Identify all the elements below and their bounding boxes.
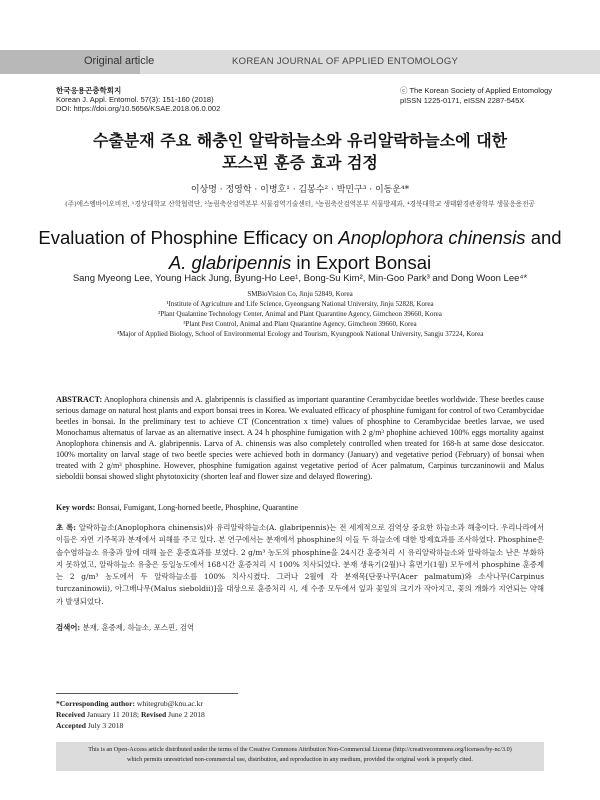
revised-date: June 2 2018 [166, 710, 205, 719]
english-title [0, 225, 600, 275]
journal-kor-name: 한국응용곤충학회지 [56, 86, 122, 95]
affiliation-1: ¹Institute of Agriculture and Life Science, Gyeongsang National University, Jinju 52828, Korea [166, 300, 434, 308]
korean-affiliations: (주)에스엠바이오비전, ¹경상대학교 산학협력단, ²농림축산검역본부 식물검역기술센터, ³농림축산검역본부 식물방제과, ⁴경북대학교 생태환경관광학부 생물응용전공 [65, 200, 535, 208]
received-label: Received [56, 710, 86, 719]
korean-title-line-1: 수출분재 주요 해충인 알락하늘소와 유리알락하늘소에 대한 [92, 131, 508, 150]
english-authors: Sang Myeong Lee, Young Hack Jung, Byung-Ho Lee¹, Bong-Su Kim², Min-Goo Park³ and Dong Woon Lee⁴* [72, 273, 528, 284]
affiliation-3: ³Plant Pest Control, Animal and Plant Quarantine Agency, Gimcheon 39660, Korea [183, 320, 417, 328]
korean-keywords-text: 분재, 훈증제, 하늘소, 포스핀, 검역 [80, 623, 195, 632]
accepted-label: Accepted [56, 721, 86, 730]
korean-authors: 이상명 · 정영학 · 이병호¹ · 김봉수² · 박민구³ · 이동운⁴* [190, 185, 410, 195]
english-title-part-e: in Export Bonsai [291, 252, 432, 273]
abstract-text: Anoplophora chinensis and A. glabripennis is classified as important quarantine Cerambycidae beetles worldwide. These beetles cause serious damage on natural host plants and export bonsai trees in Korea. We evaluated efficacy of phosphine fumigant for control of two Cerambycidae beetles in bonsai. In the preliminary test to achieve CT (Concentration x time) values of phosphine to Cerambycidae beetles larvae, we used Monochamus alternatus of larvae as an alternative insect. A 24 h phosphine fumigation with 2 g/m³ phophine achieved 100% eggs mortality against Anoplophora chinensis and A. glabripennis. Larva of A. chinensis was also completely controlled when treated for 168-h at same dose desiccator. 100% mortality on larval stage of two beetle species were achieved both in dormancy (January) and vegetative period (February) of bonsai when treated with 2 g/m³ phosphine. However, phosphine fumigation against vegetative period of Acer palmatum, Carpinus turczaninowii and Malus sieboldii bonsai showed slight phytotoxicity (shorten leaf and flower size and delayed flowering). [56, 395, 544, 481]
affiliation-4: ⁴Major of Applied Biology, School of Environmental Ecology and Tourism, Kyungpook National University, Sangju 37224, Korea [116, 330, 484, 338]
correspondence-block [56, 698, 205, 731]
korean-keywords [56, 622, 544, 633]
keywords-text: Bonsai, Fumigant, Long-horned beetle, Phosphine, Quarantine [95, 503, 298, 512]
english-title-species-1: Anoplophora chinensis [338, 227, 526, 248]
article-type-label: Original article [84, 55, 155, 67]
received-revised [56, 709, 205, 720]
journal-header-bar [0, 50, 600, 74]
korean-keywords-label: 검색어: [56, 623, 81, 632]
journal-name: KOREAN JOURNAL OF APPLIED ENTOMOLOGY [232, 56, 459, 67]
english-title-part-a: Evaluation of Phosphine Efficacy on [38, 227, 339, 248]
english-keywords [56, 503, 544, 512]
doi-link[interactable]: DOI: https://doi.org/10.5656/KSAE.2018.06.0.002 [56, 104, 221, 113]
korean-abstract-label: 초 록: [56, 523, 77, 532]
korean-abstract [56, 522, 544, 608]
revised-label: Revised [140, 710, 167, 719]
english-title-species-2: A. glabripennis [168, 252, 292, 273]
accepted-date: July 3 2018 [85, 721, 124, 730]
footnote-rule [56, 693, 238, 694]
affiliation-2: ²Plant Qualantine Technology Center, Animal and Plant Quarantine Agency, Gimcheon 39660, Korea [158, 310, 442, 318]
korean-title-line-2: 포스핀 훈증 효과 검정 [222, 153, 378, 172]
abstract-label: ABSTRACT: [56, 395, 103, 404]
accepted [56, 720, 205, 731]
english-abstract [56, 394, 544, 482]
korean-abstract-text: 알락하늘소(Anoplophora chinensis)와 유리알락하늘소(A. glabripennis)는 전 세계적으로 검역상 중요한 하늘소과 해충이다. 우리나라에서 이들은 자연 기주목과 분재에서 피해를 주고 있다. 본 연구에서는 분재에서 phosphine의 이들 두 하늘소에 대한 방제효과를 조사하였다. Phosphine은 솔수염하늘소 유충과 알에 대해 높은 훈증효과를 보였다. 2 g/m³ 농도의 phosphine을 24시간 훈증처리 시 유리알락하늘소와 알락하늘소 난은 부화하지 못하였고, 알락하늘소 유충은 동일농도에서 168시간 훈증처리 시 100% 치사되었다. 분재 생육기(2월)나 휴면기(1월) 모두에서 phosphine 훈증제는 2 g/m³ 농도에서 두 알락하늘소를 100% 치사시켰다. 그러나 2월에 각 분재목[단풍나무(Acer palmatum)와 소사나무(Carpinus turczaninowii), 아그배나무(Malus sieboldii)]을 대상으로 훈증처리 시, 세 수종 모두에서 잎과 꽃잎의 크기가 작아지고, 꽃의 개화가 지연되는 약해가 발생되었다. [56, 523, 544, 606]
issn: pISSN 1225-0171, eISSN 2287-545X [400, 96, 525, 105]
license-line-2: which permits unrestricted non-commercial use, distribution, and reproduction in any medium, provided the original work is properly cited. [127, 756, 473, 763]
received-date: January 11 2018; [85, 710, 141, 719]
copyright-notice: ⓒ The Korean Society of Applied Entomology [400, 86, 553, 95]
license-footer [56, 742, 544, 771]
corresponding-author [56, 698, 205, 709]
affiliation-0: SMBioVision Co, Jinju 52849, Korea [247, 290, 353, 298]
english-title-part-c: and [525, 227, 562, 248]
license-line-1: This is an Open-Access article distributed under the terms of the Creative Commons Attribution Non-Commercial License (http://creativecommons.org/licenses/by-nc/3.0) [88, 746, 512, 753]
corresponding-label: *Corresponding author: [56, 699, 135, 708]
keywords-label: Key words: [56, 503, 96, 512]
corresponding-email[interactable]: whitegrub@knu.ac.kr [134, 699, 203, 708]
citation: Korean J. Appl. Entomol. 57(3): 151-160 (2018) [56, 95, 214, 104]
